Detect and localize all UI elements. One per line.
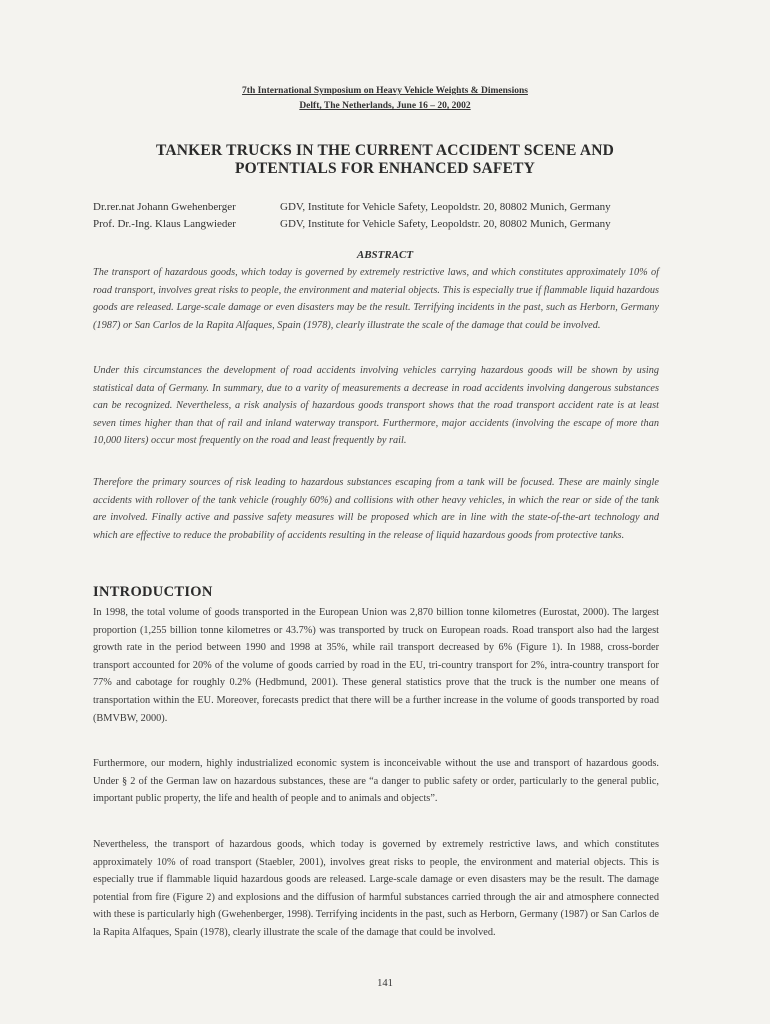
author-name: Prof. Dr.-Ing. Klaus Langwieder	[93, 218, 236, 230]
paper-title-line-2: POTENTIALS FOR ENHANCED SAFETY	[234, 160, 536, 177]
introduction-paragraph: Furthermore, our modern, highly industrialized economic system is inconceivable without the use and transport of hazardous goods. Under § 2 of the German law on hazardous substances, these are “a danger to public safety or order, particularly to the general public, important public property, the life and health of people and to animals and objects”.	[93, 758, 659, 805]
author-affiliation: GDV, Institute for Vehicle Safety, Leopoldstr. 20, 80802 Munich, Germany	[280, 201, 611, 213]
author-name: Dr.rer.nat Johann Gwehenberger	[93, 201, 236, 213]
introduction-heading: INTRODUCTION	[93, 584, 213, 600]
symposium-location-date: Delft, The Netherlands, June 16 – 20, 2002	[299, 101, 471, 111]
introduction-paragraph: Nevertheless, the transport of hazardous goods, which today is governed by extremely restrictive laws, and which constitutes approximately 10% of road transport (Staebler, 2001), involves great risks to people, the environment and material objects. This is especially true if flammable liquid hazardous goods are released. Large-scale damage or even disasters may be the result. The damage potential from fire (Figure 2) and explosions and the diffusion of harmful substances carried through the air and atmosphere connected with these is particularly high (Gwehenberger, 1998). Terrifying incidents in the past, such as Herborn, Germany (1987) or San Carlos de la Rapita Alfaques, Spain (1978), clearly illustrate the scale of the damage that could be involved.	[93, 839, 659, 938]
abstract-paragraph: Under this circumstances the development of road accidents involving vehicles carrying hazardous goods will be shown by using statistical data of Germany. In summary, due to a varity of measurements a decrease in road accidents involving dangerous substances can be recognized. Nevertheless, a risk analysis of hazardous goods transport shows that the road transport accident rate is at least seven times higher than that of rail and inland waterway transport. Furthermore, major accidents (involving the escape of more than 10,000 liters) occur most frequently on the road and least frequently by rail.	[93, 365, 659, 447]
abstract-paragraph: The transport of hazardous goods, which today is governed by extremely restrictive laws, and which constitutes approximately 10% of road transport, involves great risks to people, the environment and material objects. This is especially true if flammable liquid hazardous goods are released. Large-scale damage or even disasters may be the result. Terrifying incidents in the past, such as Herborn, Germany (1987) or San Carlos de la Rapita Alfaques, Spain (1978), clearly illustrate the scale of the damage that could be involved.	[93, 267, 659, 331]
abstract-heading: ABSTRACT	[356, 249, 414, 261]
abstract-paragraph: Therefore the primary sources of risk leading to hazardous substances escaping from a tank will be focused. These are mainly single accidents with rollover of the tank vehicle (roughly 60%) and collisions with other heavy vehicles, in which the rear or side of the tank are involved. Finally active and passive safety measures will be proposed which are in line with the state-of-the-art technology and which are effective to reduce the probability of accidents resulting in the release of liquid hazardous goods from protective tanks.	[93, 477, 659, 541]
introduction-paragraph: In 1998, the total volume of goods transported in the European Union was 2,870 billion tonne kilometres (Eurostat, 2000). The largest proportion (1,255 billion tonne kilometres or 43.7%) was transported by truck on European roads. Road transport also had the largest growth rate in the period between 1990 and 1998 at 35%, while rail transport decreased by 6% (Figure 1). In 1988, cross-border transport accounted for 20% of the volume of goods carried by road in the EU, tri-country transport for 2%, intra-country transport for 77% and cabotage for roughly 0.2% (Hedbmund, 2001). These general statistics prove that the truck is the number one means of transportation within the EU. Moreover, forecasts predict that there will be a further increase in the volume of goods transported by road (BMVBW, 2000).	[93, 607, 659, 724]
paper-title-line-1: TANKER TRUCKS IN THE CURRENT ACCIDENT SCENE AND	[156, 142, 614, 159]
symposium-name: 7th International Symposium on Heavy Vehicle Weights & Dimensions	[242, 86, 528, 96]
page-number: 141	[377, 978, 393, 989]
author-affiliation: GDV, Institute for Vehicle Safety, Leopoldstr. 20, 80802 Munich, Germany	[280, 218, 611, 230]
